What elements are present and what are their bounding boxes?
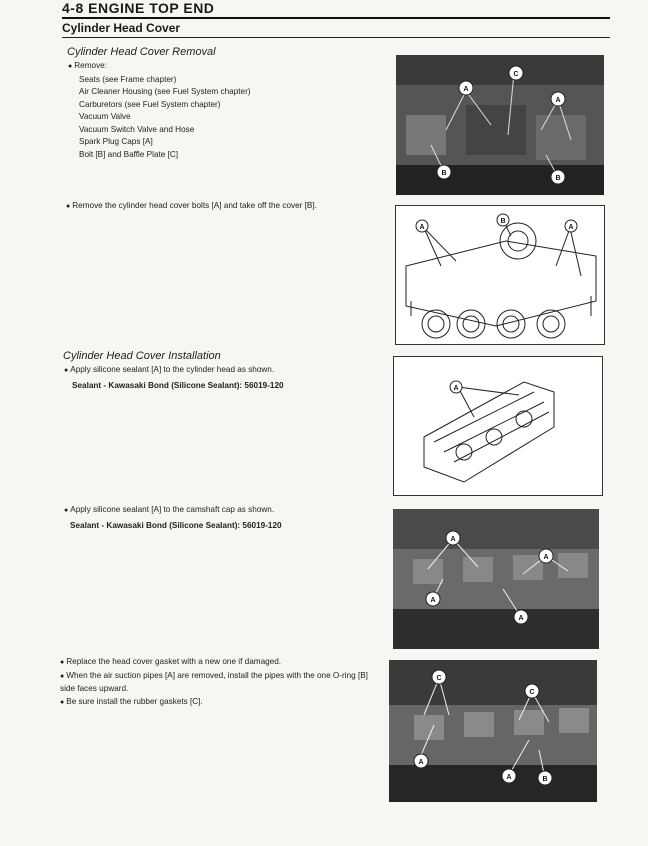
callout-label: B (441, 170, 447, 177)
page-title: 4-8 ENGINE TOP END (62, 0, 215, 16)
sealant-spec: Sealant - Kawasaki Bond (Silicone Sealant): 56019-120 (72, 380, 284, 390)
list-item: Bolt [B] and Baffle Plate [C] (79, 149, 179, 159)
figure-5-photo (389, 660, 597, 802)
list-item: Air Cleaner Housing (see Fuel System chapter) (79, 87, 251, 96)
removal-list (68, 60, 388, 161)
remove-label: Remove: (74, 61, 107, 70)
figure-1-photo (396, 55, 604, 195)
sealant-spec: Sealant - Kawasaki Bond (Silicone Sealant): 56019-120 (70, 520, 282, 530)
install-steps-3-5 (60, 656, 378, 709)
callout-label: A (419, 224, 425, 231)
removal-step-2 (66, 200, 396, 214)
installation-title: Cylinder Head Cover Installation (63, 350, 221, 362)
callout-label: A (555, 97, 561, 104)
callout-label: C (513, 71, 519, 78)
list-item: Vacuum Switch Valve and Hose (79, 124, 195, 134)
page-header (62, 0, 610, 38)
callout-label: A (506, 774, 512, 781)
figure-4-photo (393, 509, 599, 649)
callout-label: A (418, 759, 424, 766)
step-text: Remove the cylinder head cover bolts [A] and take off the cover [B]. (72, 201, 317, 210)
callout-label: A (543, 554, 549, 561)
callout-label: B (500, 218, 506, 225)
callout-label: A (463, 86, 469, 93)
removal-title: Cylinder Head Cover Removal (67, 46, 216, 58)
step-text: Be sure install the rubber gaskets [C]. (66, 696, 203, 706)
callout-label: A (453, 385, 459, 392)
install-step-1 (64, 364, 394, 392)
section-title: Cylinder Head Cover (62, 21, 181, 35)
callout-label: B (555, 175, 561, 182)
figure-3-drawing (393, 356, 603, 496)
callout-label: A (450, 536, 456, 543)
section-rule (62, 37, 610, 38)
list-item: Carburetors (see Fuel System chapter) (79, 99, 221, 109)
figure-2-drawing (395, 205, 605, 345)
callout-label: A (518, 615, 524, 622)
step-text: When the air suction pipes [A] are removed, install the pipes with the one O-ring [B] side faces upward. (60, 670, 368, 693)
list-item: Spark Plug Caps [A] (79, 137, 153, 146)
install-step-2 (64, 504, 394, 532)
step-text: Replace the head cover gasket with a new one if damaged. (66, 657, 282, 666)
step-text: Apply silicone sealant [A] to the cylinder head as shown. (70, 365, 275, 374)
list-item: Vacuum Valve (79, 112, 131, 121)
callout-label: B (542, 776, 548, 783)
callout-label: C (529, 689, 535, 696)
callout-label: C (436, 675, 442, 682)
callout-label: A (430, 597, 436, 604)
list-item: Seats (see Frame chapter) (79, 74, 177, 84)
callout-label: A (568, 224, 574, 231)
step-text: Apply silicone sealant [A] to the camshaft cap as shown. (70, 505, 275, 514)
